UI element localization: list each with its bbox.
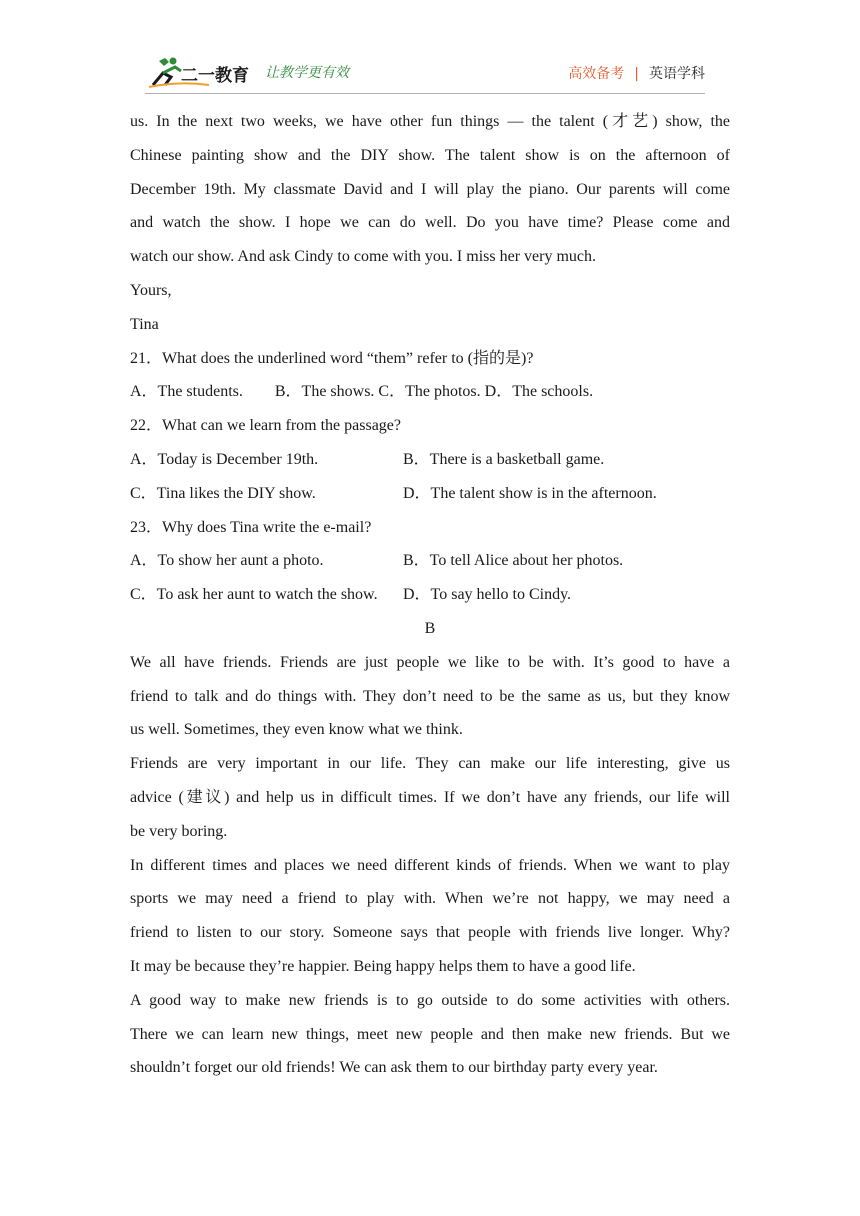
letter-line: us. In the next two weeks, we have other fun things — the talent (才艺) show, the xyxy=(130,113,730,130)
question-21-options: A．The students. B．The shows. C．The photos. D．The schools. xyxy=(130,383,594,401)
passage-line: A good way to make new friends is to go outside to do some activities with others. xyxy=(130,991,730,1009)
question-22-stem: 22．What can we learn from the passage? xyxy=(130,417,401,435)
option-a: A．To show her aunt a photo. xyxy=(130,552,324,570)
document-body xyxy=(130,105,730,1085)
passage-line: friend to talk and do things with. They don’t need to be the same as us, but they know xyxy=(130,687,730,705)
letter-line: Chinese painting show and the DIY show. The talent show is on the afternoon of xyxy=(130,146,730,164)
passage-line: We all have friends. Friends are just people we like to be with. It’s good to have a xyxy=(130,653,730,671)
passage-line: be very boring. xyxy=(130,822,228,840)
question-23-options-row xyxy=(130,578,730,612)
passage-line: shouldn’t forget our old friends! We can ask them to our birthday party every year. xyxy=(130,1059,658,1077)
letter-line: and watch the show. I hope we can do well. Do you have time? Please come and xyxy=(130,214,730,232)
runner-icon xyxy=(145,55,265,91)
brand-logo xyxy=(145,55,265,91)
letter-line: December 19th. My classmate David and I will play the piano. Our parents will come xyxy=(130,180,730,198)
header-tags xyxy=(568,63,705,83)
tag-subject: 英语学科 xyxy=(649,66,705,82)
option-d: D．To say hello to Cindy. xyxy=(403,586,572,604)
question-22-options-row xyxy=(130,443,730,477)
letter-closing: Yours, xyxy=(130,281,172,299)
header-divider xyxy=(145,93,705,94)
option-c: C．To ask her aunt to watch the show. xyxy=(130,586,378,604)
passage-line: Friends are very important in our life. They can make our life interesting, give us xyxy=(130,755,730,773)
passage-line: In different times and places we need different kinds of friends. When we want to play xyxy=(130,856,730,874)
question-23-stem: 23．Why does Tina write the e-mail? xyxy=(130,518,372,536)
page-header xyxy=(0,0,860,100)
slogan: 让教学更有效 xyxy=(265,65,349,81)
letter-line: watch our show. And ask Cindy to come with you. I miss her very much. xyxy=(130,248,597,266)
section-b-heading: B xyxy=(424,619,436,637)
option-b: B．There is a basketball game. xyxy=(403,450,605,468)
letter-signature: Tina xyxy=(130,315,159,333)
question-23-options-row xyxy=(130,544,730,578)
passage-line: It may be because they’re happier. Being happy helps them to have a good life. xyxy=(130,957,636,975)
tag-separator: | xyxy=(634,66,639,82)
question-22-options-row xyxy=(130,477,730,511)
passage-line: sports we may need a friend to play with. When we’re not happy, we may need a xyxy=(130,890,730,908)
svg-text:二一教育: 二一教育 xyxy=(181,66,249,86)
passage-line: There we can learn new things, meet new people and then make new friends. But we xyxy=(130,1025,730,1043)
passage-line: advice (建议) and help us in difficult times. If we don’t have any friends, our life will xyxy=(130,788,730,806)
passage-line: friend to listen to our story. Someone says that people with friends live longer. Why? xyxy=(130,924,730,942)
question-21-stem: 21．What does the underlined word “them” refer to (指的是)? xyxy=(130,349,534,367)
option-b: B．To tell Alice about her photos. xyxy=(403,552,624,570)
option-a: A．Today is December 19th. xyxy=(130,450,319,468)
option-d: D．The talent show is in the afternoon. xyxy=(403,484,657,502)
passage-line: us well. Sometimes, they even know what we think. xyxy=(130,721,463,739)
tag-exam-prep: 高效备考 xyxy=(568,66,625,82)
option-c: C．Tina likes the DIY show. xyxy=(130,484,316,502)
